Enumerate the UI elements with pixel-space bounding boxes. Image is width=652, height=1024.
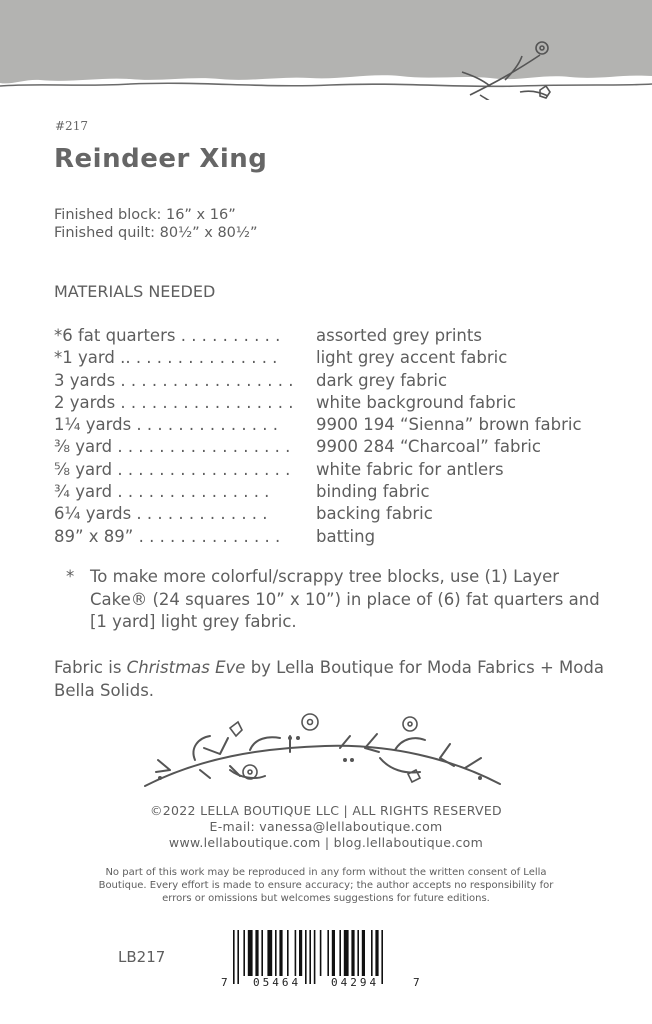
material-description: dark grey fabric [316,370,448,390]
footnote-text: To make more colorful/scrappy tree blocks, use (1) Layer Cake® (24 squares 10” x 10”) in place of (6) fat quarters and [1 yard] light grey fabric. [90,567,600,631]
material-row [54,459,614,481]
material-row [54,347,614,369]
finished-sizes [54,206,257,242]
material-quantity: ⅝ yard . . . . . . . . . . . . . . . . . [54,459,291,479]
material-quantity: 89” x 89” . . . . . . . . . . . . . . [54,526,281,546]
email-line: E-mail: vanessa@lellaboutique.com [209,819,443,834]
material-row [54,436,614,458]
material-row [54,526,614,548]
material-description: batting [316,526,376,546]
material-quantity: *1 yard .. . . . . . . . . . . . . . . [54,348,278,368]
material-description: backing fabric [316,504,433,524]
fabric-note [54,657,614,702]
finished-quilt: Finished quilt: 80½” x 80½” [54,225,258,241]
barcode [223,930,423,996]
material-quantity: ⅜ yard . . . . . . . . . . . . . . . . . [54,437,291,457]
material-quantity: 2 yards . . . . . . . . . . . . . . . . . [54,392,294,412]
copyright-block [0,803,652,851]
material-row [54,370,614,392]
floral-vine-icon [140,708,510,794]
header-band [0,0,652,100]
barcode-check-digit: 7 [413,976,420,989]
material-description: white background fabric [316,392,517,412]
websites-line: www.lellaboutique.com | blog.lellaboutique.com [168,835,484,850]
barcode-first-digit: 7 [221,976,228,989]
material-description: assorted grey prints [316,326,482,345]
material-quantity: 3 yards . . . . . . . . . . . . . . . . . [54,370,294,390]
footnote [66,566,606,634]
material-description: binding fabric [316,482,430,502]
barcode-right-group: 04294 [331,976,380,989]
material-row [54,481,614,503]
page-title: Reindeer Xing [54,144,268,174]
material-quantity: 6¼ yards . . . . . . . . . . . . . [54,504,268,524]
finished-block: Finished block: 16” x 16” [54,207,236,223]
copyright-line: ©2022 LELLA BOUTIQUE LLC | ALL RIGHTS RESERVED [150,803,502,818]
material-description: white fabric for antlers [316,459,504,479]
fabric-note-prefix: Fabric is [54,658,127,677]
disclaimer: No part of this work may be reproduced in any form without the written consent of Lella Boutique. Every effort is made to ensure accuracy; the author accepts no responsibility for errors or omissions but welcomes suggestions for future editions. [98,867,554,904]
materials-list [54,325,614,548]
material-description: light grey accent fabric [316,348,508,368]
pattern-number: #217 [55,119,88,133]
material-row [54,325,614,347]
material-row [54,392,614,414]
material-description: 9900 284 “Charcoal” fabric [316,437,541,457]
footnote-marker: * [66,567,75,586]
sku-code: LB217 [118,948,166,966]
material-row [54,414,614,436]
material-quantity: *6 fat quarters . . . . . . . . . . [54,326,281,345]
barcode-left-group: 05464 [253,976,302,989]
fabric-note-suffix: by Lella Boutique for Moda Fabrics + Moda Bella Solids. [54,658,604,700]
material-quantity: 1¼ yards . . . . . . . . . . . . . . [54,415,279,435]
fabric-collection: Christmas Eve [126,658,246,677]
materials-heading: MATERIALS NEEDED [54,282,216,301]
material-quantity: ¾ yard . . . . . . . . . . . . . . . [54,482,270,502]
material-description: 9900 194 “Sienna” brown fabric [316,415,582,435]
material-row [54,503,614,525]
